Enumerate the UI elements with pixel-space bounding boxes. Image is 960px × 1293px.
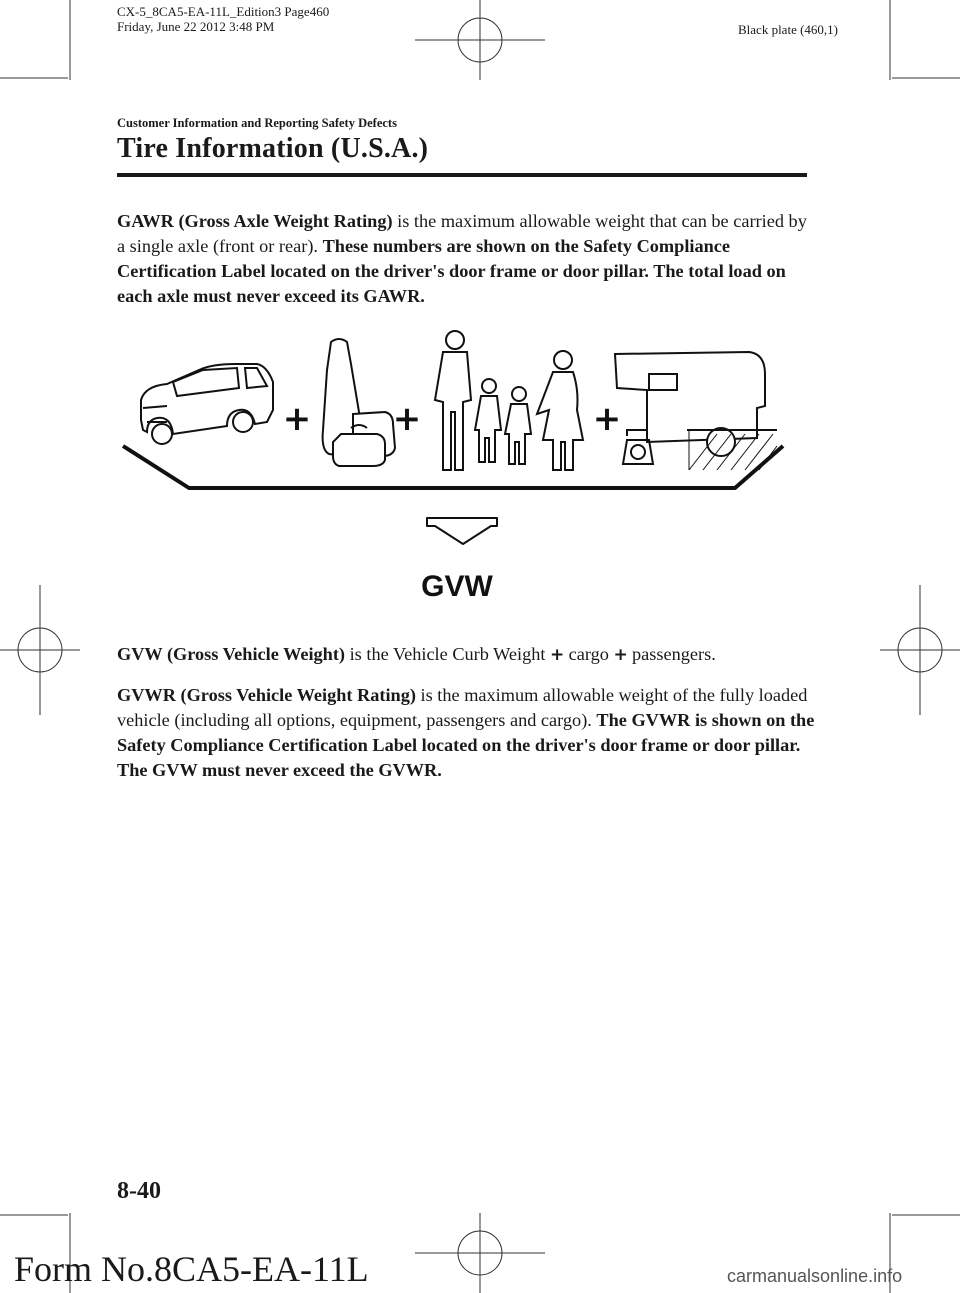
gvw-paragraph (117, 642, 817, 668)
page-title: Tire Information (U.S.A.) (117, 133, 429, 164)
section-heading: Customer Information and Reporting Safety Defects (117, 116, 397, 130)
vehicle-icon (141, 364, 273, 444)
plus-icon: + (550, 645, 565, 665)
slug-line-2: Friday, June 22 2012 3:48 PM (117, 19, 275, 34)
gvw-illustration (117, 330, 817, 610)
passengers-icon (435, 331, 583, 470)
black-plate-label: Black plate (460,1) (738, 22, 838, 37)
gawr-paragraph (117, 209, 817, 309)
gvw-text-3: passengers. (627, 644, 716, 664)
plus-sign-3: + (592, 399, 622, 439)
cargo-icon (323, 339, 395, 466)
plus-icon: + (613, 645, 628, 665)
print-slug (117, 4, 329, 34)
plus-sign-2: + (392, 399, 422, 439)
scale-icon (623, 440, 653, 464)
gvwr-term: GVWR (Gross Vehicle Weight Rating) (117, 685, 416, 705)
title-rule (117, 173, 807, 177)
form-number: Form No.8CA5-EA-11L (14, 1249, 369, 1289)
gvwr-note: The GVWR is shown on the Safety Compliance Certification Label located on the driver's door frame or door pillar. The GVW must never exceed the GVWR. (117, 710, 815, 780)
gvw-text-2: cargo (564, 644, 614, 664)
watermark: carmanualsonline.info (727, 1266, 903, 1286)
plus-sign-1: + (282, 399, 312, 439)
down-arrow-icon (427, 518, 497, 544)
slug-line-1: CX-5_8CA5-EA-11L_Edition3 Page460 (117, 4, 330, 19)
gawr-note: These numbers are shown on the Safety Compliance Certification Label located on the driver's door frame or door pillar. The total load on each axle must never exceed its GAWR. (117, 236, 786, 306)
gvw-text-1: is the Vehicle Curb Weight (345, 644, 551, 664)
gvwr-text: is the maximum allowable weight of the fully loaded vehicle (including all options, equipment, passengers and cargo). (117, 685, 808, 730)
gvw-label: GVW (421, 570, 493, 603)
gvw-term: GVW (Gross Vehicle Weight) (117, 644, 346, 664)
gvwr-paragraph (117, 683, 817, 783)
gawr-text: is the maximum allowable weight that can be carried by a single axle (front or rear). (117, 211, 807, 256)
page-number: 8-40 (117, 1178, 161, 1204)
sum-bracket (123, 446, 783, 488)
gawr-term: GAWR (Gross Axle Weight Rating) (117, 211, 393, 231)
